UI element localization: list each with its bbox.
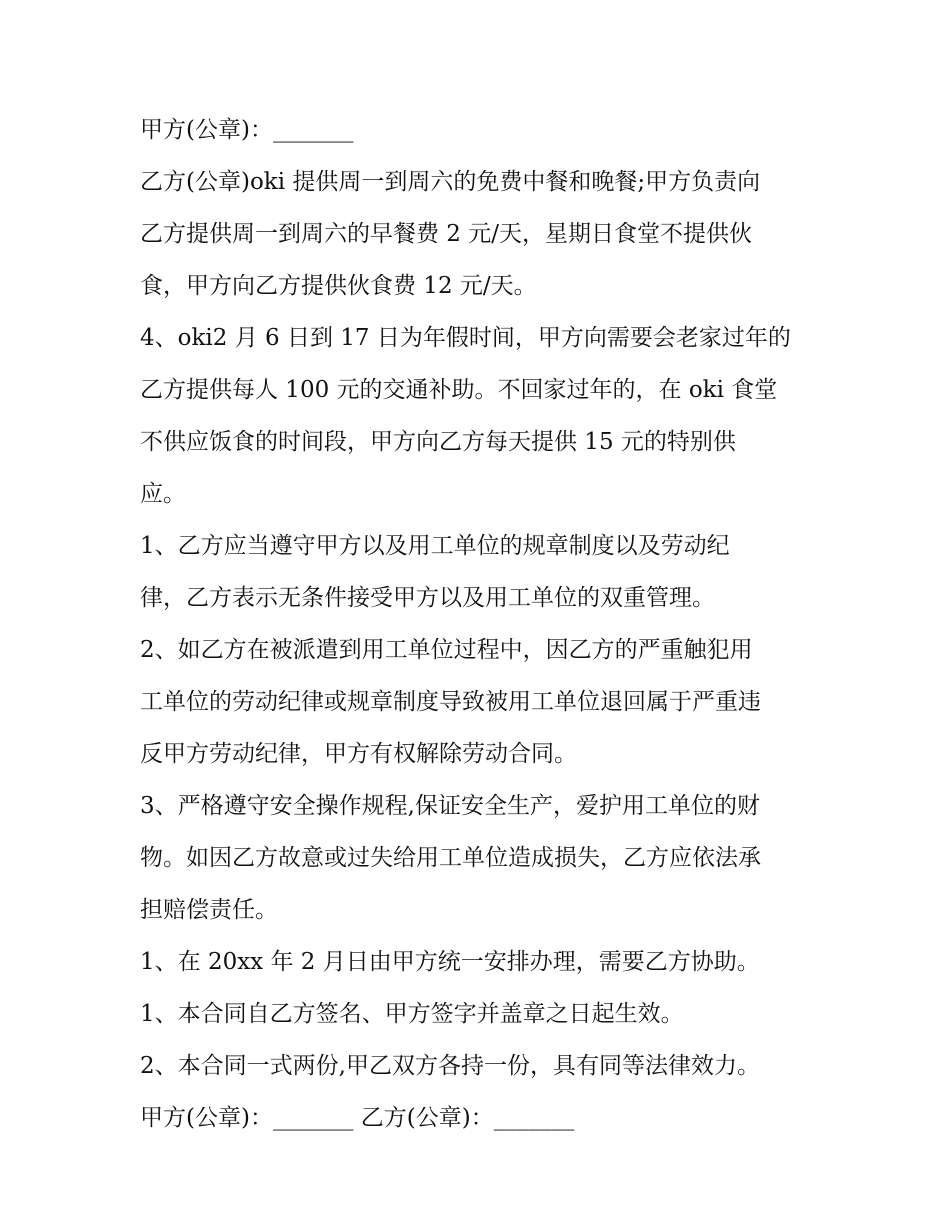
text-line: 不供应饭食的时间段，甲方向乙方每天提供 15 元的特别供 [140,429,736,455]
text-line: 应。 [140,481,186,507]
text-line: 律，乙方表示无条件接受甲方以及用工单位的双重管理。 [140,585,715,611]
text-line: 3、严格遵守安全操作规程,保证安全生产，爱护用工单位的财 [140,793,760,819]
text-line: 1、在 20xx 年 2 月日由甲方统一安排办理，需要乙方协助。 [140,949,760,975]
text-line: 1、本合同自乙方签名、甲方签字并盖章之日起生效。 [140,1001,684,1027]
text-line: 2、本合同一式两份,甲乙双方各持一份，具有同等法律效力。 [140,1053,760,1079]
document-body [140,104,840,1144]
party-a-seal-line: 甲方(公章)：_______ [140,117,354,143]
text-line: 工单位的劳动纪律或规章制度导致被用工单位退回属于严重违 [140,689,761,715]
text-line: 反甲方劳动纪律，甲方有权解除劳动合同。 [140,741,577,767]
text-line: 1、乙方应当遵守甲方以及用工单位的规章制度以及劳动纪 [140,533,730,559]
text-line: 2、如乙方在被派遣到用工单位过程中，因乙方的严重触犯用 [140,637,753,663]
text-line: 担赔偿责任。 [140,897,278,923]
text-line: 乙方提供每人 100 元的交通补助。不回家过年的，在 oki 食堂 [140,377,778,403]
text-line: 食，甲方向乙方提供伙食费 12 元/天。 [140,273,537,299]
text-line: 乙方提供周一到周六的早餐费 2 元/天，星期日食堂不提供伙 [140,221,753,247]
text-line: 乙方(公章)oki 提供周一到周六的免费中餐和晚餐;甲方负责向 [140,169,761,195]
text-line: 物。如因乙方故意或过失给用工单位造成损失，乙方应依法承 [140,845,761,871]
signature-line: 甲方(公章)：_______ 乙方(公章)：_______ [140,1105,575,1131]
text-line: 4、oki2 月 6 日到 17 日为年假时间，甲方向需要会老家过年的 [140,325,791,351]
